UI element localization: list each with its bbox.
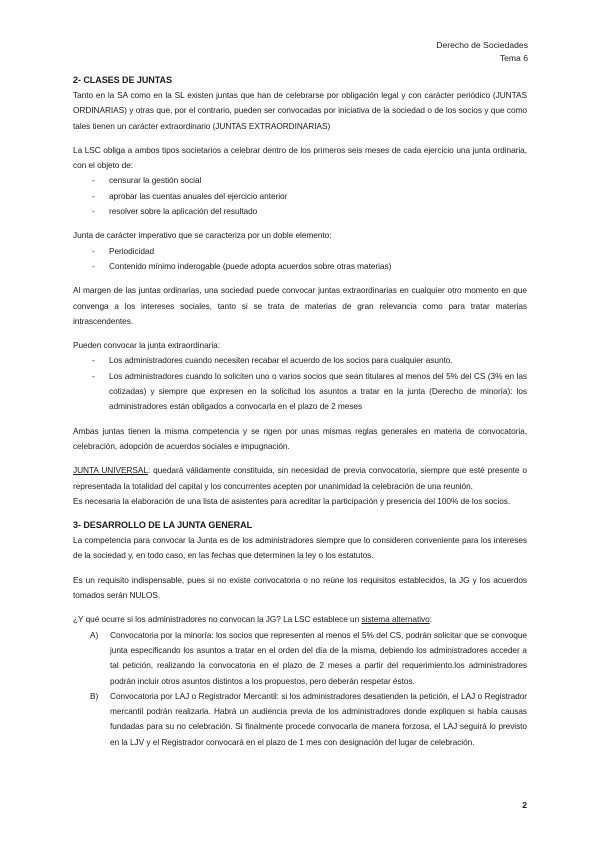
- section-3-title: 3- DESARROLLO DE LA JUNTA GENERAL: [73, 520, 253, 531]
- junta-universal-label: JUNTA UNIVERSAL: [73, 465, 148, 476]
- imperativo-intro: Junta de carácter imperativo que se caracteriza por un doble elemento:: [73, 230, 332, 241]
- list-item: - Periodicidad: [92, 245, 155, 256]
- lsc-list: [73, 173, 527, 219]
- ambas-paragraph: Ambas juntas tienen la misma competencia y se rigen por unas mismas reglas generales en materia de convocatoria, celebración, adopción de acuerdos sociales e impugnación.: [73, 425, 527, 451]
- list-item: - Los administradores cuando lo soliciten uno o varios socios que sean titulares al menos del 5% del CS (3% en las cotizadas) y siempre que expresen en la solicitud los asuntos a tratar en la junta (Derecho de minoría): los administradores están obligados a convocarla en el plazo de 2 meses: [92, 370, 527, 412]
- alternativo-list: [73, 628, 527, 750]
- list-item: - Contenido mínimo inderogable (puede adopta acuerdos sobre otras materias): [92, 260, 392, 271]
- imperativo-list: [73, 244, 527, 275]
- section-2-intro: Tanto en la SA como en la SL existen juntas que han de celebrarse por obligación legal y con carácter periódico (JUNTAS ORDINARIAS) y otras que, por el contrario, pueden ser convocadas por iniciativa de la sociedad o de los socios y que como tales tienen un carácter extraordinario (JUNTAS EXTRAORDINARIAS): [73, 90, 527, 131]
- list-item: A) Convocatoria por la minoría: los socios que representen al menos el 5% del CS, podrán solicitar que se convoque junta especificando los asuntos a tratar en el orden del día de la misma, debiendo los administradores acceder a tal petición, realizando la convocatoria en el plazo de 2 meses a partir del requerimiento.los administradores podrán incluir otros asuntos distintos a los propuestos, pero deberán respetar éstos.: [90, 629, 527, 686]
- list-item: B) Convocatoria por LAJ o Registrador Mercantil: si los administradores desatienden la petición, el LAJ o Registrador mercantil podrán realizarla. Habrá un audiencia previa de los administradores donde expliquen si había causas fundadas para su no celebración. Si finalmente procede convocarla de manera forzosa, el LAJ seguirá lo previsto en la LJV y el Registrador convocará en el plazo de 1 mes con designación del lugar de celebración.: [90, 690, 527, 747]
- header-course: Derecho de Sociedades: [436, 40, 528, 50]
- list-item: - resolver sobre la aplicación del resultado: [92, 206, 258, 217]
- competencia-paragraph: La competencia para convocar la Junta es de los administradores siempre que lo consideren conveniente para los intereses de la sociedad y, en todo caso, en las fechas que determinen la ley o los estatutos.: [73, 535, 527, 561]
- pueden-intro: Pueden convocar la junta extraordinaria:: [73, 340, 220, 351]
- page-number: 2: [522, 800, 527, 810]
- header-topic: Tema 6: [499, 53, 528, 63]
- list-item: - censurar la gestión social: [92, 175, 202, 186]
- document-body: [73, 73, 527, 750]
- extraordinarias-paragraph: Al margen de las juntas ordinarias, una sociedad puede convocar juntas extraordinarias en cualquier otro momento en que convenga a los intereses sociales, tanto si se trata de materias de gran relevancia como para tratar materias intrascendentes.: [73, 285, 527, 326]
- section-2-title: 2- CLASES DE JUNTAS: [73, 75, 172, 85]
- lsc-intro: La LSC obliga a ambos tipos societarios a celebrar dentro de los primeros seis meses de cada ejercicio una junta ordinaria, con el objeto de:: [73, 144, 527, 171]
- page-header: [436, 39, 528, 65]
- sistema-alternativo-label: sistema alternativo: [361, 614, 430, 625]
- pregunta-paragraph: ¿Y qué ocurre si los administradores no convocan la JG? La LSC establece un sistema alternativo:: [73, 614, 432, 625]
- lista-asistentes-paragraph: Es necesaria la elaboración de una lista de asistentes para acreditar la participación y presencia del 100% de los socios.: [73, 495, 511, 506]
- list-item: - Los administradores cuando necesiten recabar el acuerdo de los socios para cualquier asunto.: [92, 355, 453, 366]
- pueden-list: [73, 353, 527, 414]
- requisito-paragraph: Es un requisito indispensable, pues si no existe convocatoria o no reúne los requisitos establecidos, la JG y los acuerdos tomados serán NULOS.: [73, 574, 527, 601]
- junta-universal-paragraph: JUNTA UNIVERSAL: quedará válidamente constituida, sin necesidad de previa convocatoria, siempre que esté presente o representada la totalidad del capital y los concurrentes acepten por unanimidad la celebración de una reunión.: [73, 465, 527, 491]
- list-item: - aprobar las cuentas anuales del ejercicio anterior: [92, 190, 288, 201]
